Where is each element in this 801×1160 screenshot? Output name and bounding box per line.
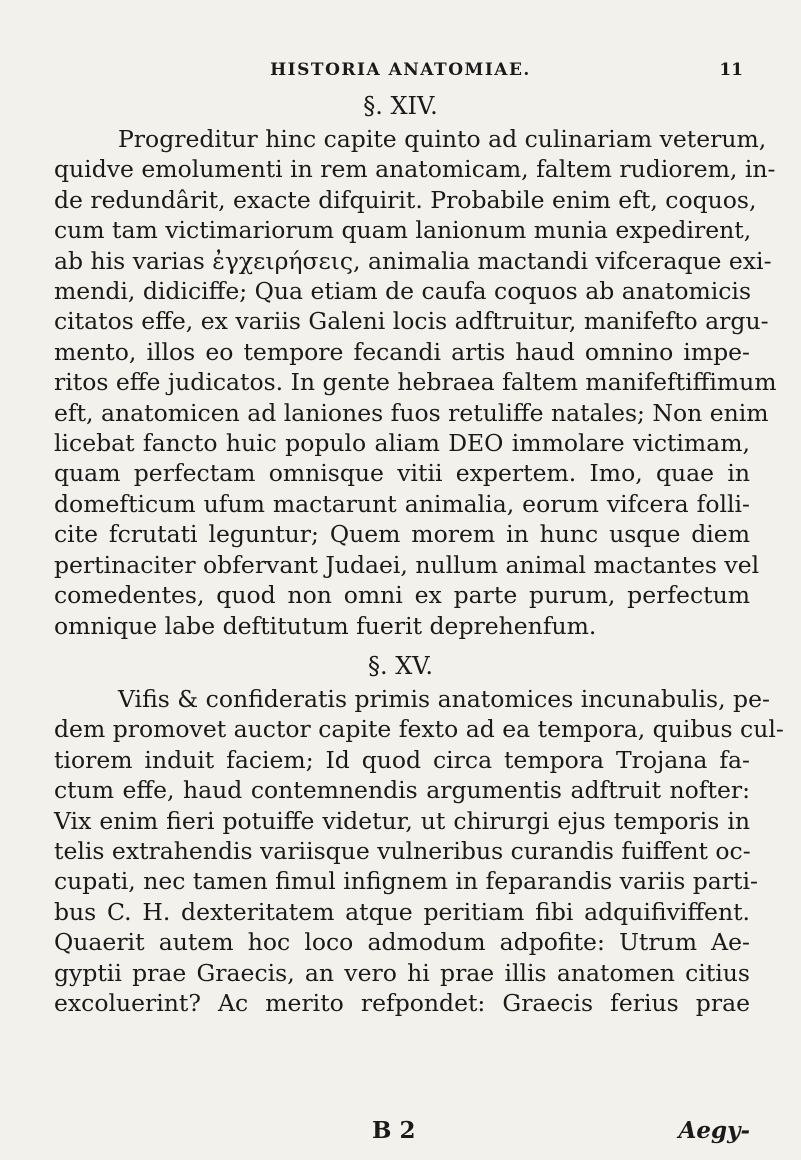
section-heading-xiv: §. XIV.: [363, 92, 438, 120]
text-line: citatos effe, ex variis Galeni locis adftruitur, manifefto argu-: [54, 307, 769, 336]
text-line: tiorem induit faciem; Id quod circa tempora Trojana fa-: [54, 745, 750, 774]
text-line: ctum effe, haud contemnendis argumentis adftruit nofter:: [54, 776, 750, 805]
text-line: ritos effe judicatos. In gente hebraea faltem manifeftiffimum: [54, 368, 777, 397]
running-header: [40, 60, 761, 88]
text-line: domefticum ufum mactarunt animalia, eorum vifcera folli-: [54, 489, 750, 518]
text-line: telis extrahendis variisque vulneribus curandis fuiffent oc-: [54, 837, 751, 866]
text-line: cite fcrutati leguntur; Quem morem in hunc usque diem: [54, 520, 750, 549]
text-line: quam perfectam omnisque vitii expertem. Imo, quae in: [54, 459, 750, 488]
text-line: pertinaciter obfervant Judaei, nullum animal mactantes vel: [54, 550, 760, 579]
running-title: HISTORIA ANATOMIAE.: [270, 60, 531, 80]
text-line: cupati, nec tamen fimul infignem in feparandis variis parti-: [54, 867, 758, 896]
text-line: Quaerit autem hoc loco admodum adpofite: Utrum Ae-: [54, 928, 750, 957]
text-line: mento, illos eo tempore fecandi artis haud omnino impe-: [54, 337, 750, 366]
text-line: licebat fancto huic populo aliam DEO immolare victimam,: [54, 429, 750, 458]
catchword: Aegy-: [678, 1117, 750, 1144]
text-line: omnique labe deftitutum fuerit deprehenfum.: [54, 611, 597, 640]
text-line: Progreditur hinc capite quinto ad culinariam veterum,: [118, 125, 767, 153]
text-line: cum tam victimariorum quam lanionum munia expedirent,: [54, 216, 752, 245]
text-line: de redundârit, exacte difquirit. Probabile enim eft, coquos,: [54, 185, 757, 214]
text-line: bus C. H. dexteritatem atque peritiam fibi adquifiviffent.: [54, 897, 750, 926]
paragraph-xiv: [54, 124, 777, 641]
text-line: gyptii prae Graecis, an vero hi prae illis anatomen citius: [54, 958, 750, 987]
paragraph-xv: [54, 684, 784, 1018]
text-line: eft, anatomicen ad laniones fuos retuliffe natales; Non enim: [54, 398, 769, 427]
text-line: Vix enim fieri potuiffe videtur, ut chirurgi ejus temporis in: [54, 806, 750, 835]
text-line: mendi, didiciffe; Qua etiam de caufa coquos ab anatomicis: [54, 277, 752, 306]
text-line: ab his varias ἐγχειρήσεις, animalia mactandi vifceraque exi-: [54, 246, 772, 275]
text-line: dem promovet auctor capite fexto ad ea tempora, quibus cul-: [54, 715, 784, 744]
section-heading-xv: §. XV.: [367, 652, 434, 680]
signature-mark: B 2: [372, 1117, 416, 1144]
text-line: comedentes, quod non omni ex parte purum, perfectum: [54, 581, 750, 610]
page-number: 11: [719, 60, 743, 80]
text-line: quidve emolumenti in rem anatomicam, faltem rudiorem, in-: [54, 155, 776, 184]
text-line: excoluerint? Ac merito refpondet: Graecis ferius prae: [54, 989, 750, 1018]
page-footer: [54, 1117, 750, 1149]
text-line: Vifis & confideratis primis anatomices incunabulis, pe-: [118, 685, 770, 713]
